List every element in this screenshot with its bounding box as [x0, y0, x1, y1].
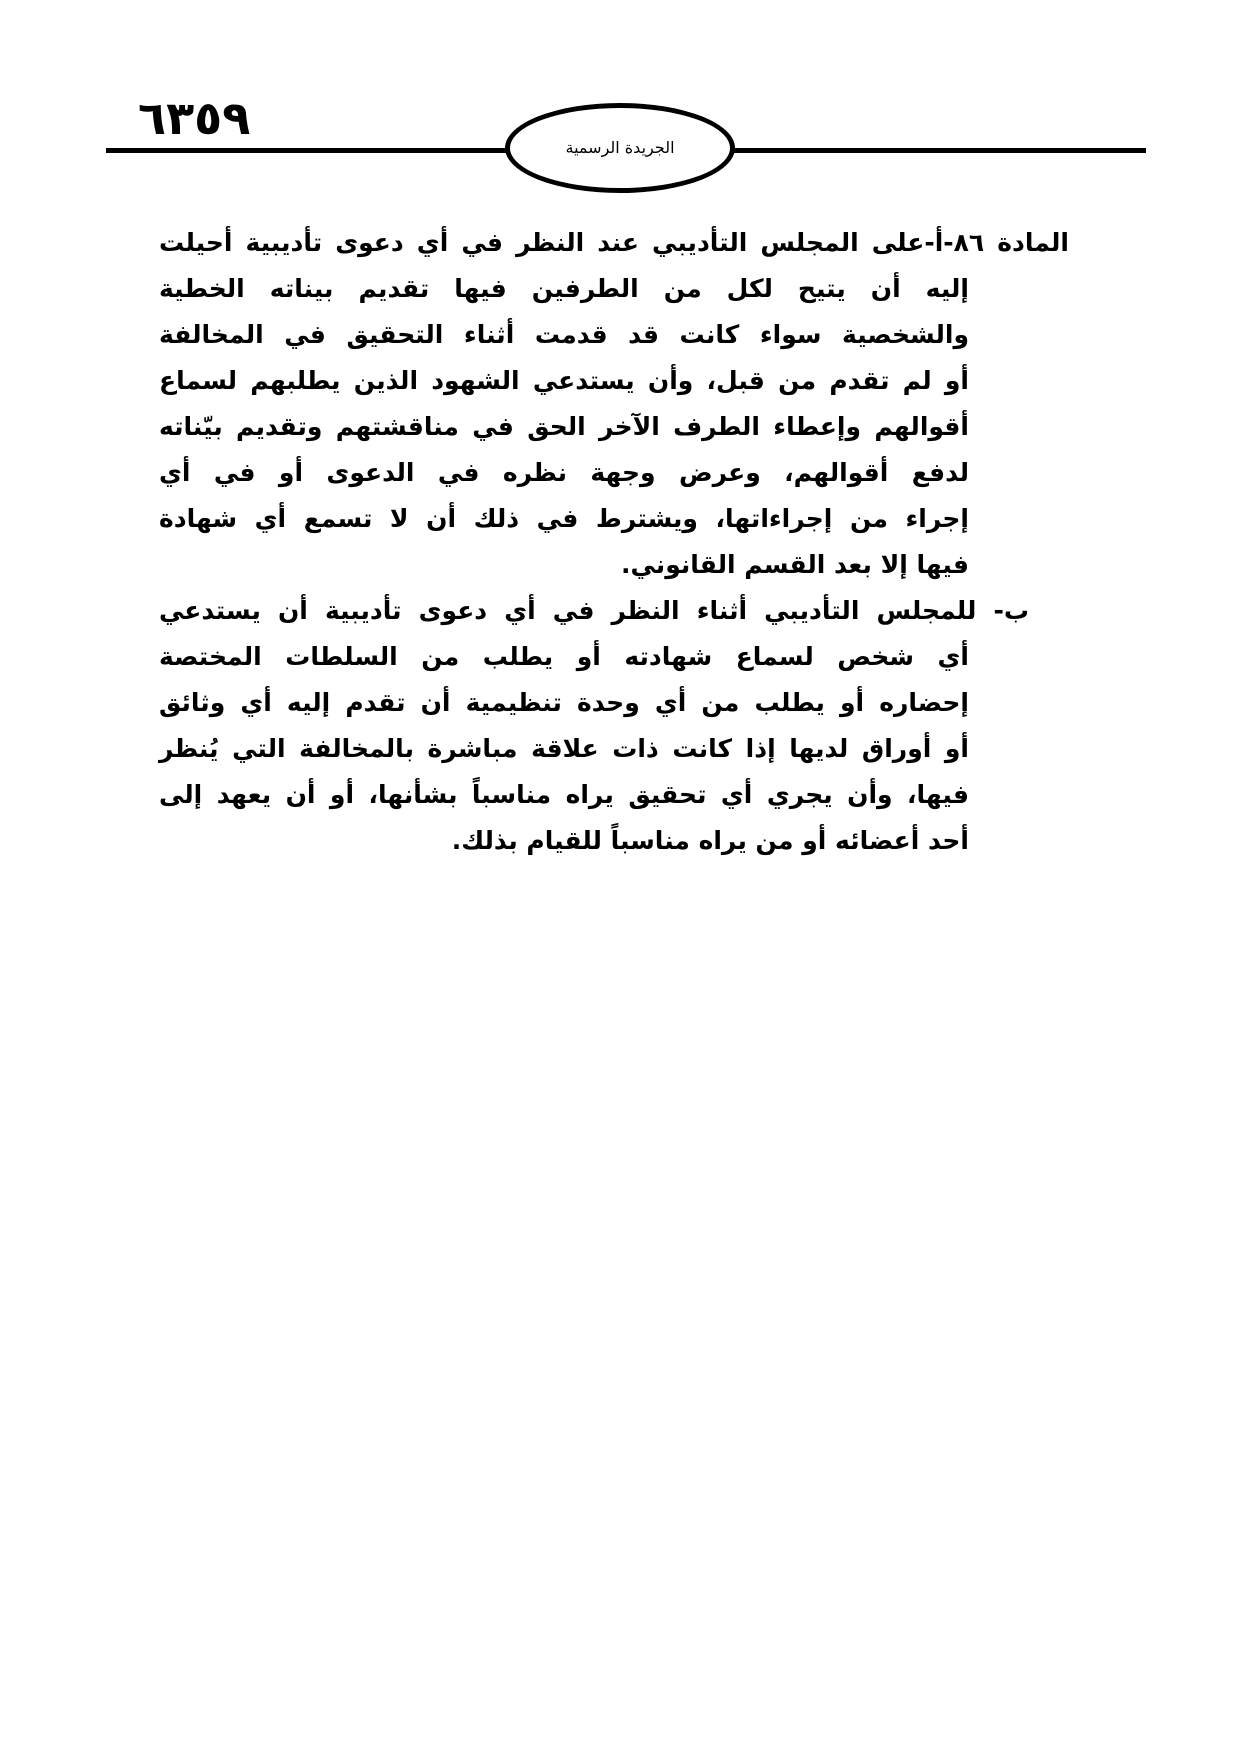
- article-86: [159, 220, 1069, 864]
- masthead-title: الجريدة الرسمية: [565, 138, 675, 157]
- article-line: المادة ٨٦-أ-على المجلس التأديبي عند النظر في أي دعوى تأديبية أحيلت: [159, 228, 1069, 257]
- page-number: ٦٣٥٩: [138, 91, 251, 145]
- article-line: لدفع أقوالهم، وعرض وجهة نظره في الدعوى أو في أي: [159, 458, 969, 487]
- article-line: أقوالهم وإعطاء الطرف الآخر الحق في مناقشتهم وتقديم بيّناته: [159, 412, 969, 441]
- article-line: أو لم تقدم من قبل، وأن يستدعي الشهود الذين يطلبهم لسماع: [159, 366, 969, 395]
- masthead-oval: [505, 103, 735, 193]
- article-line: إجراء من إجراءاتها، ويشترط في ذلك أن لا تسمع أي شهادة: [159, 504, 969, 533]
- article-line: فيها إلا بعد القسم القانوني.: [621, 550, 969, 579]
- article-line: أو أوراق لديها إذا كانت ذات علاقة مباشرة بالمخالفة التي يُنظر: [159, 734, 969, 763]
- article-line: ب- للمجلس التأديبي أثناء النظر في أي دعوى تأديبية أن يستدعي: [159, 596, 1029, 625]
- article-line: أحد أعضائه أو من يراه مناسباً للقيام بذلك.: [451, 826, 969, 855]
- article-line: فيها، وأن يجري أي تحقيق يراه مناسباً بشأنها، أو أن يعهد إلى: [159, 780, 969, 809]
- article-line: إحضاره أو يطلب من أي وحدة تنظيمية أن تقدم إليه أي وثائق: [159, 688, 969, 717]
- article-line: أي شخص لسماع شهادته أو يطلب من السلطات المختصة: [159, 642, 969, 671]
- article-line: إليه أن يتيح لكل من الطرفين فيها تقديم بيناته الخطية: [159, 274, 969, 303]
- article-line: والشخصية سواء كانت قد قدمت أثناء التحقيق في المخالفة: [159, 320, 969, 349]
